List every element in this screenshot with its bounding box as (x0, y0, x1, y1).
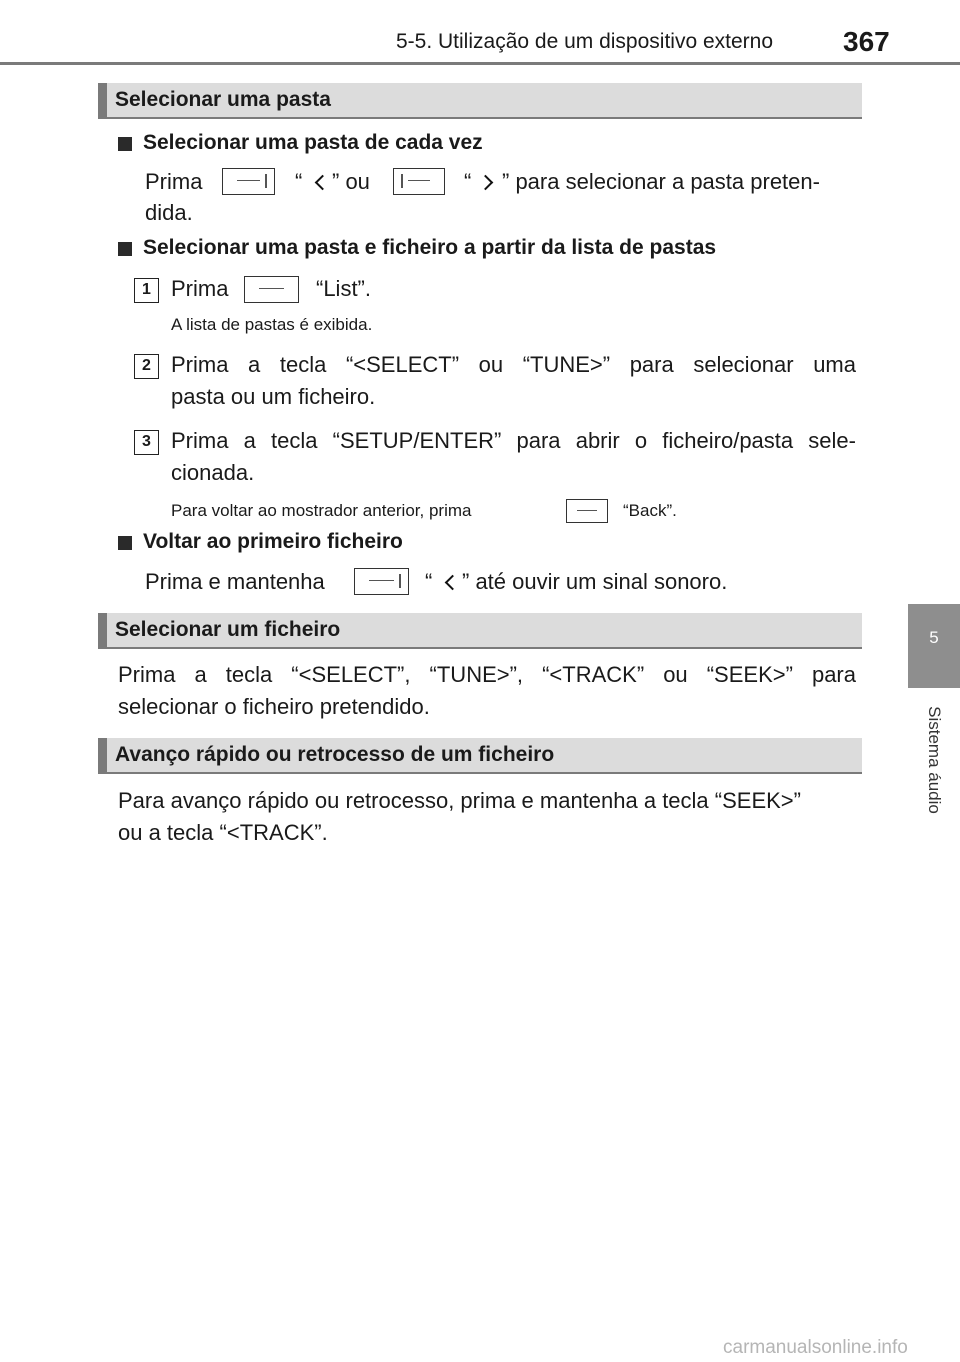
instruction-text: ” para selecionar a pasta preten- (502, 169, 820, 194)
step-text: Prima a tecla “SETUP/ENTER” para abrir o ficheiro/pasta sele- (171, 428, 856, 453)
subheading-from-list: Selecionar uma pasta e ficheiro a partir da lista de pastas (143, 236, 717, 259)
back-button (566, 499, 608, 523)
chevron-left-icon (445, 575, 461, 591)
quote-mark: “ (295, 169, 303, 194)
step-text: Prima a tecla “<SELECT” ou “TUNE>” para selecionar uma (171, 352, 856, 377)
step-text: pasta ou um ficheiro. (171, 384, 376, 409)
section-heading-fast-forward (98, 738, 862, 774)
step-number: 1 (134, 278, 159, 303)
section-heading-text: Selecionar um ficheiro (115, 618, 341, 641)
seek-down-button (222, 168, 275, 195)
step-note: “Back”. (623, 501, 677, 520)
instruction-text: Prima e mantenha (145, 569, 325, 594)
list-button (244, 276, 299, 303)
header-rule (0, 62, 960, 65)
step-text: cionada. (171, 460, 255, 485)
section-heading-text: Avanço rápido ou retrocesso de um ficheiro (115, 743, 555, 766)
instruction-text: ” até ouvir um sinal sonoro. (462, 569, 728, 594)
instruction-text: Prima (145, 169, 203, 194)
step-text: Prima (171, 276, 229, 301)
seek-up-button (393, 168, 445, 195)
bullet-square (118, 242, 132, 256)
step-note: A lista de pastas é exibida. (171, 315, 373, 334)
bullet-square (118, 137, 132, 151)
subheading-one-at-a-time: Selecionar uma pasta de cada vez (143, 131, 483, 154)
quote-mark: “ (464, 169, 472, 194)
page-number: 367 (843, 26, 890, 57)
section-heading-select-folder (98, 83, 862, 119)
instruction-text: dida. (145, 200, 193, 225)
bullet-square (118, 536, 132, 550)
chevron-left-icon (315, 175, 331, 191)
chapter-label: Sistema áudio (925, 706, 944, 814)
step-number: 2 (134, 354, 159, 379)
header-section-title: 5-5. Utilização de um dispositivo externo (396, 30, 774, 53)
body-text: selecionar o ficheiro pretendido. (118, 694, 430, 719)
subheading-first-file: Voltar ao primeiro ficheiro (143, 530, 403, 553)
body-text: Prima a tecla “<SELECT”, “TUNE>”, “<TRACK” ou “SEEK>” para (118, 662, 856, 687)
body-text: Para avanço rápido ou retrocesso, prima e mantenha a tecla “SEEK>” (118, 788, 801, 813)
watermark: carmanualsonline.info (723, 1337, 908, 1358)
chevron-right-icon (478, 175, 494, 191)
chapter-tab (908, 604, 960, 688)
section-heading-select-file (98, 613, 862, 649)
seek-down-button (354, 568, 409, 595)
instruction-text: ” ou (332, 169, 370, 194)
step-text: “List”. (316, 276, 371, 301)
step-note: Para voltar ao mostrador anterior, prima (171, 501, 472, 520)
step-number: 3 (134, 430, 159, 455)
section-heading-text: Selecionar uma pasta (115, 88, 331, 111)
quote-mark: “ (425, 569, 433, 594)
body-text: ou a tecla “<TRACK”. (118, 820, 328, 845)
chapter-number: 5 (929, 628, 939, 647)
